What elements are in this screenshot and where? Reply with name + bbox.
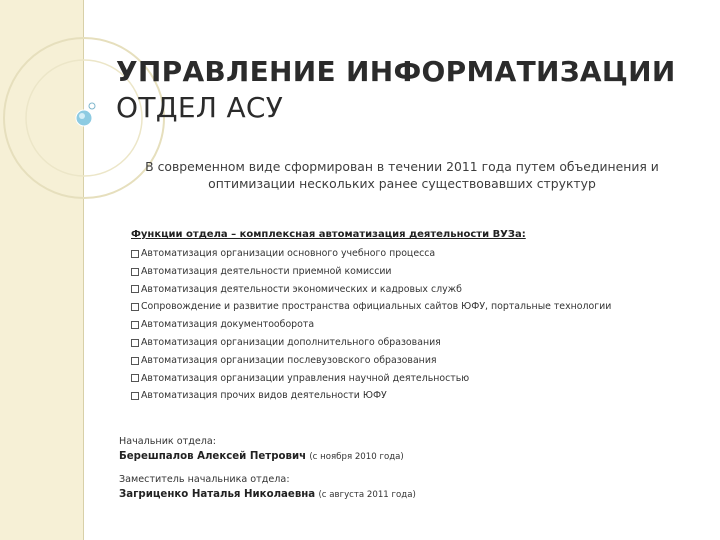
head-name: Берешпалов Алексей Петрович [119,451,307,462]
slide-title [116,54,716,126]
deputy-since: (с августа 2011 года) [318,490,416,500]
functions-heading: Функции отдела – комплексная автоматизация деятельности ВУЗа: [131,229,526,240]
function-item: Автоматизация организации послевузовского образования [131,352,691,370]
intro-text: В современном виде сформирован в течении 2011 года путем объединения и оптимизации нескольких ранее существовавших структур [145,159,659,191]
function-item: Автоматизация организации основного учебного процесса [131,245,691,263]
checkbox-bullet-icon [131,321,139,329]
checkbox-bullet-icon [131,374,139,382]
deputy-name: Загриценко Наталья Николаевна [119,489,316,500]
title-line-1: УПРАВЛЕНИЕ ИНФОРМАТИЗАЦИИ [116,55,676,88]
function-item: Автоматизация прочих видов деятельности ЮФУ [131,387,691,405]
function-item: Автоматизация организации дополнительного образования [131,334,691,352]
function-item: Автоматизация организации управления научной деятельностью [131,370,691,388]
functions-section [131,229,691,405]
functions-list [131,245,691,405]
staff-section [119,435,679,511]
checkbox-bullet-icon [131,357,139,365]
checkbox-bullet-icon [131,285,139,293]
function-item: Сопровождение и развитие пространства официальных сайтов ЮФУ, портальные технологии [131,298,691,316]
checkbox-bullet-icon [131,250,139,258]
checkbox-bullet-icon [131,303,139,311]
checkbox-bullet-icon [131,392,139,400]
checkbox-bullet-icon [131,268,139,276]
function-item: Автоматизация деятельности приемной комиссии [131,263,691,281]
function-item: Автоматизация деятельности экономических и кадровых служб [131,281,691,299]
function-item: Автоматизация документооборота [131,316,691,334]
head-since: (с ноября 2010 года) [309,452,404,462]
deputy-line [119,487,679,503]
head-line [119,449,679,465]
checkbox-bullet-icon [131,339,139,347]
head-label: Начальник отдела: [119,436,217,447]
title-line-2: ОТДЕЛ АСУ [116,91,284,124]
deputy-label: Заместитель начальника отдела: [119,474,290,485]
